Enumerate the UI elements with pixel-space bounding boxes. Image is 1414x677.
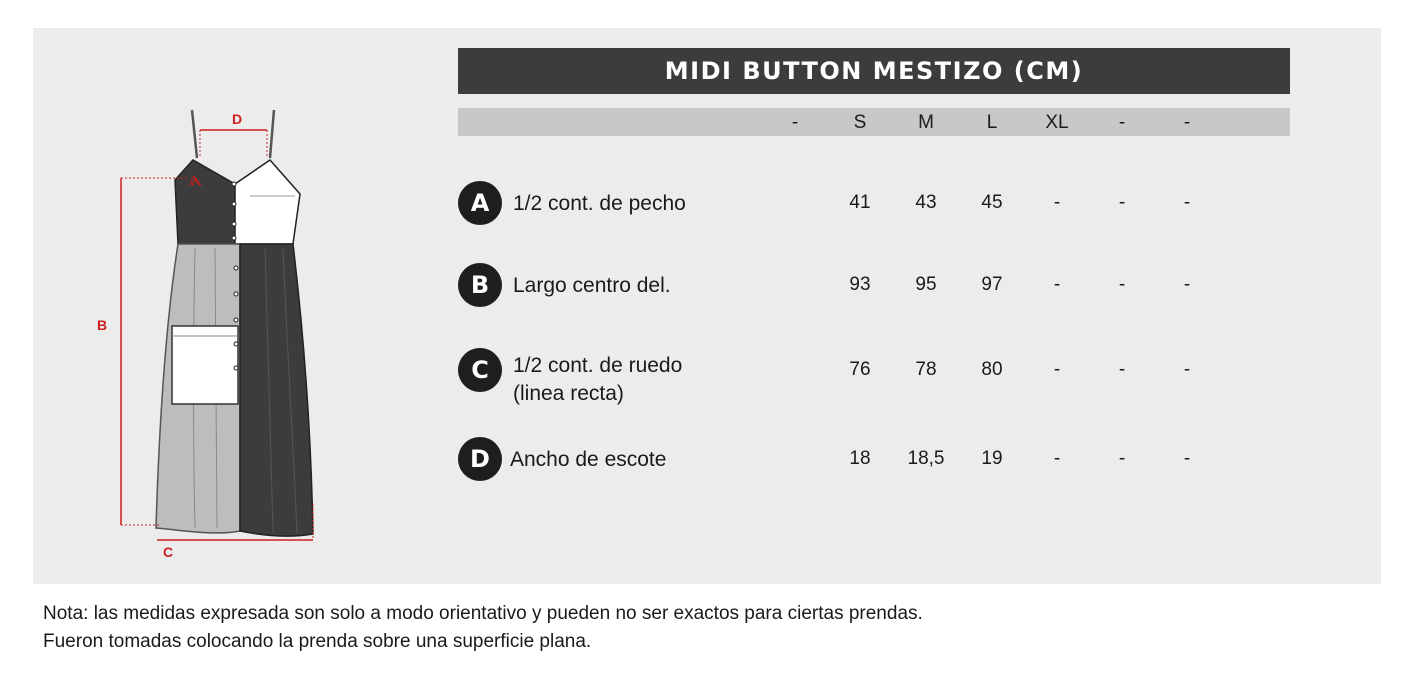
measure-value: 19 [981,448,1003,469]
measure-label-b: B [96,317,108,333]
measure-badge-c: C [458,348,502,392]
measure-row-d [458,437,1290,487]
measure-value: 76 [849,359,871,380]
measure-row-a [458,181,1290,231]
measure-row-b [458,263,1290,313]
footnote [43,600,923,656]
measure-value: - [1053,274,1061,295]
measure-label: Ancho de escote [510,448,667,471]
dress-figure-svg [75,108,325,568]
size-header-cell: - [791,112,799,133]
pocket-shape [172,326,238,404]
measure-label-d: D [231,111,243,127]
measure-label-c: C [162,544,174,560]
measure-value: - [1183,274,1191,295]
size-header-cell: M [918,112,934,133]
measure-value: 18 [849,448,871,469]
measure-row-c [458,348,1290,414]
measure-value: - [1183,192,1191,213]
measure-badge-d: D [458,437,502,481]
size-header-cell: S [853,112,867,133]
size-header-row [458,108,1290,136]
dress-illustration [75,108,325,568]
size-table-title: MIDI BUTTON MESTIZO (CM) [458,48,1290,94]
size-header-cell: - [1183,112,1191,133]
measure-value: 45 [981,192,1003,213]
measure-value: - [1183,448,1191,469]
measure-value: - [1053,192,1061,213]
measure-value: 78 [915,359,937,380]
measure-value: 43 [915,192,937,213]
measure-value: 93 [849,274,871,295]
measure-value: 18,5 [907,448,945,469]
measure-label-line1: 1/2 cont. de ruedo [513,354,683,377]
measure-value: - [1118,448,1126,469]
measure-badge-a: A [458,181,502,225]
measure-label-line2: (linea recta) [513,382,624,405]
measure-value: - [1118,274,1126,295]
measure-label: 1/2 cont. de pecho [513,192,686,215]
size-header-cell: XL [1045,112,1069,133]
measure-value: - [1183,359,1191,380]
size-header-cell: - [1118,112,1126,133]
measure-label: Largo centro del. [513,274,671,297]
measure-value: 95 [915,274,937,295]
measure-value: - [1118,359,1126,380]
measure-value: - [1118,192,1126,213]
measure-value: 97 [981,274,1003,295]
measure-value: - [1053,359,1061,380]
measure-badge-b: B [458,263,502,307]
measure-value: 41 [849,192,871,213]
measure-label [513,352,682,408]
measure-value: 80 [981,359,1003,380]
footnote-line-2: Fueron tomadas colocando la prenda sobre una superficie plana. [43,631,592,652]
size-header-cell: L [986,112,998,133]
measure-value: - [1053,448,1061,469]
footnote-line-1: Nota: las medidas expresada son solo a modo orientativo y pueden no ser exactos para ciertas prendas. [43,603,923,624]
